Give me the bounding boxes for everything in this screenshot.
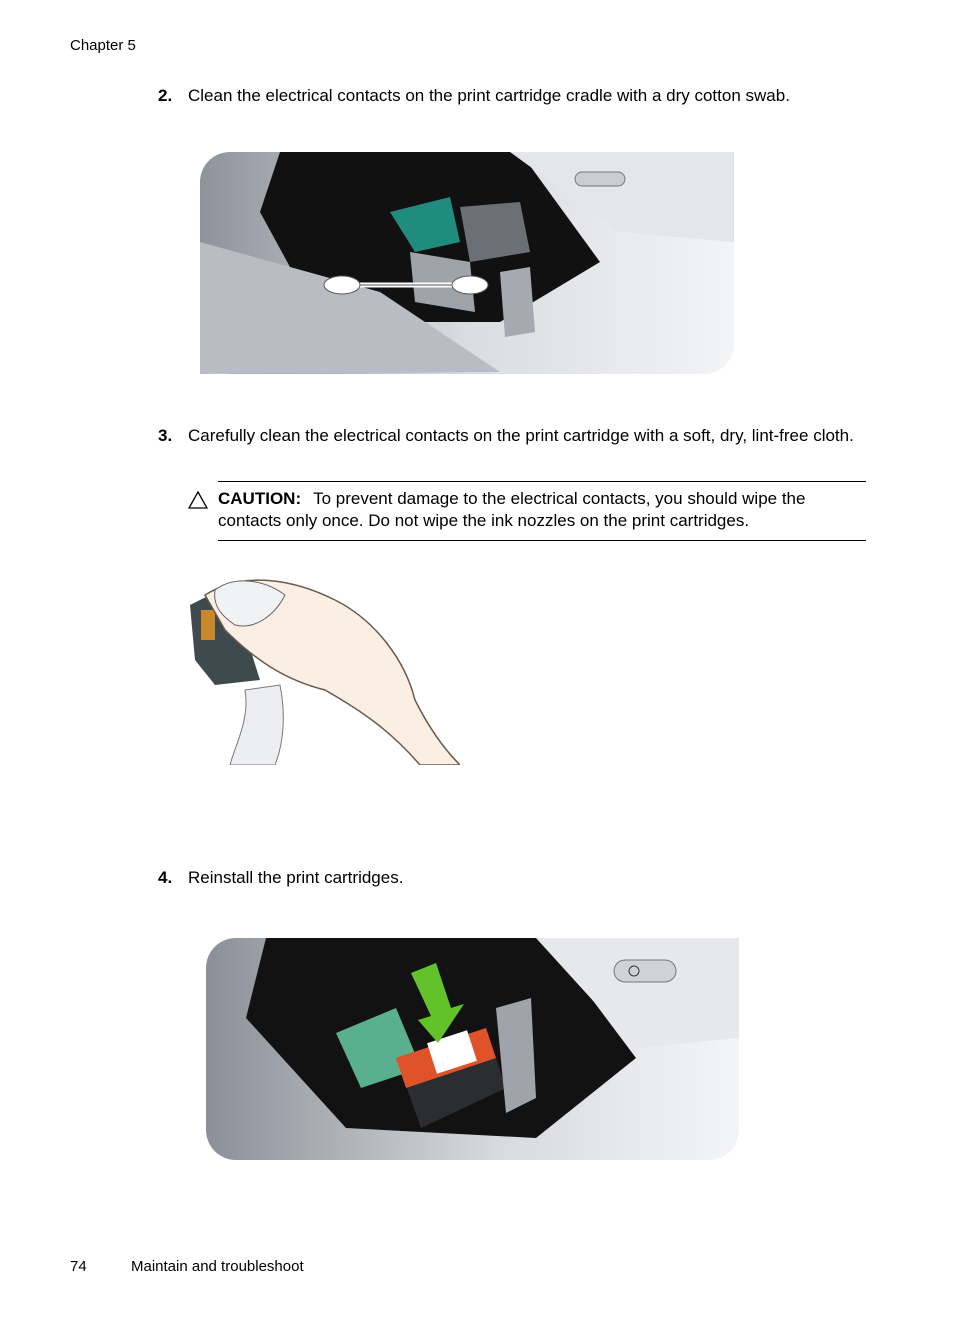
caution-note (218, 481, 866, 541)
caution-label: CAUTION: (218, 489, 302, 508)
figure-clean-cradle-swab (200, 152, 734, 374)
step-text: Carefully clean the electrical contacts on the print cartridge with a soft, dry, lint-free cloth. (188, 426, 854, 445)
figure-reinstall-cartridges (206, 938, 739, 1160)
caution-triangle-icon (188, 490, 208, 510)
step-number: 2. (158, 86, 173, 105)
page-number: 74 (70, 1258, 87, 1275)
caution-text: To prevent damage to the electrical contacts, you should wipe the contacts only once. Do not wipe the ink nozzles on the print cartridges. (218, 489, 806, 530)
step-number: 4. (158, 868, 173, 887)
running-header: Chapter 5 (70, 37, 136, 54)
step-number: 3. (158, 426, 173, 445)
step-text: Reinstall the print cartridges. (188, 868, 404, 887)
step-text: Clean the electrical contacts on the print cartridge cradle with a dry cotton swab. (188, 86, 790, 105)
running-footer: Maintain and troubleshoot (131, 1258, 304, 1275)
figure-wipe-cartridge-cloth (185, 570, 460, 765)
